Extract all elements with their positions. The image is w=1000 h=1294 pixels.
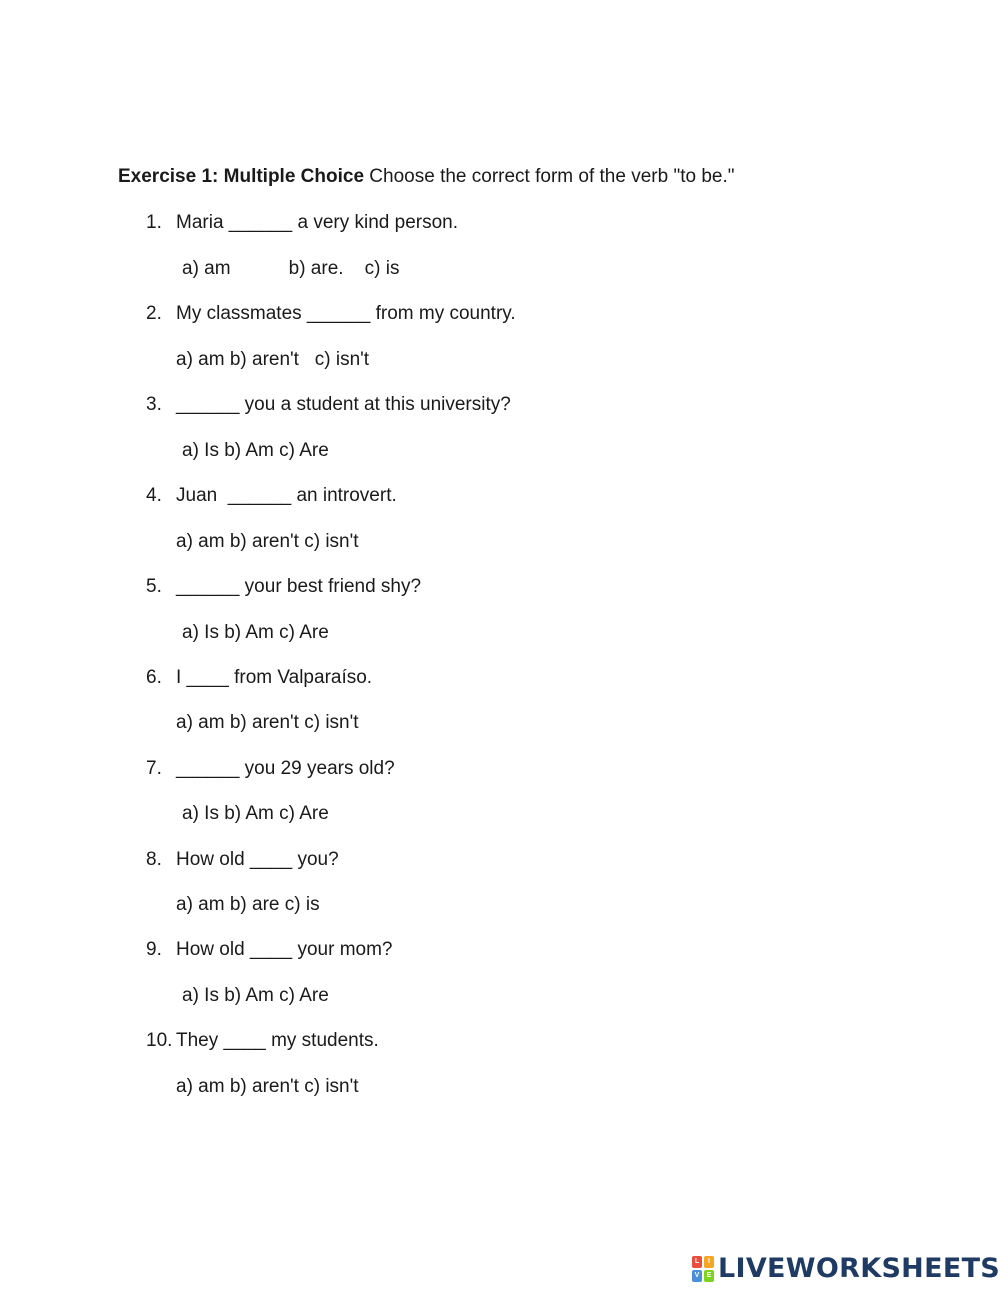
question-number: 10. <box>146 1030 173 1051</box>
exercise-instructions: Choose the correct form of the verb "to be." <box>364 166 735 187</box>
question-number: 7. <box>146 758 162 779</box>
question-text: Juan ______ an introvert. <box>176 485 397 506</box>
question-8-options: a) am b) are c) is <box>176 894 320 915</box>
logo-mark-letter: L <box>692 1256 702 1268</box>
question-text: My classmates ______ from my country. <box>176 303 516 324</box>
question-text: They ____ my students. <box>176 1030 379 1051</box>
question-text: ______ your best friend shy? <box>176 576 422 597</box>
question-1 <box>146 212 458 234</box>
question-7-options: a) Is b) Am c) Are <box>182 803 329 824</box>
question-5-options: a) Is b) Am c) Are <box>182 622 329 643</box>
logo-mark-letter: V <box>692 1270 702 1282</box>
question-10 <box>146 1030 379 1052</box>
question-number: 4. <box>146 485 162 506</box>
question-8 <box>146 849 339 871</box>
question-number: 8. <box>146 849 162 870</box>
logo-mark-letter: I <box>704 1256 714 1268</box>
question-2 <box>146 303 516 325</box>
logo-mark-letter: E <box>704 1270 714 1282</box>
question-1-options: a) am b) are. c) is <box>182 258 400 279</box>
question-number: 2. <box>146 303 162 324</box>
liveworksheets-logo-icon <box>692 1256 714 1282</box>
question-number: 9. <box>146 939 162 960</box>
question-number: 1. <box>146 212 162 233</box>
question-text: ______ you 29 years old? <box>176 758 395 779</box>
question-3-options: a) Is b) Am c) Are <box>182 440 329 461</box>
exercise-title <box>118 166 734 188</box>
question-text: I ____ from Valparaíso. <box>176 667 373 688</box>
question-7 <box>146 758 395 780</box>
question-6-options: a) am b) aren't c) isn't <box>176 712 359 733</box>
question-number: 3. <box>146 394 162 415</box>
question-9-options: a) Is b) Am c) Are <box>182 985 329 1006</box>
question-3 <box>146 394 511 416</box>
question-5 <box>146 576 421 598</box>
question-6 <box>146 667 372 689</box>
question-number: 5. <box>146 576 162 597</box>
question-9 <box>146 939 393 961</box>
question-4-options: a) am b) aren't c) isn't <box>176 531 359 552</box>
exercise-title-bold: Exercise 1: Multiple Choice <box>118 166 365 187</box>
question-10-options: a) am b) aren't c) isn't <box>176 1076 359 1097</box>
question-4 <box>146 485 397 507</box>
question-number: 6. <box>146 667 162 688</box>
liveworksheets-logo <box>692 1253 1000 1285</box>
liveworksheets-logo-text: LIVEWORKSHEETS <box>718 1253 1000 1284</box>
question-text: How old ____ you? <box>176 849 339 870</box>
question-text: Maria ______ a very kind person. <box>176 212 458 233</box>
question-text: ______ you a student at this university? <box>176 394 511 415</box>
question-text: How old ____ your mom? <box>176 939 393 960</box>
question-2-options: a) am b) aren't c) isn't <box>176 349 370 370</box>
